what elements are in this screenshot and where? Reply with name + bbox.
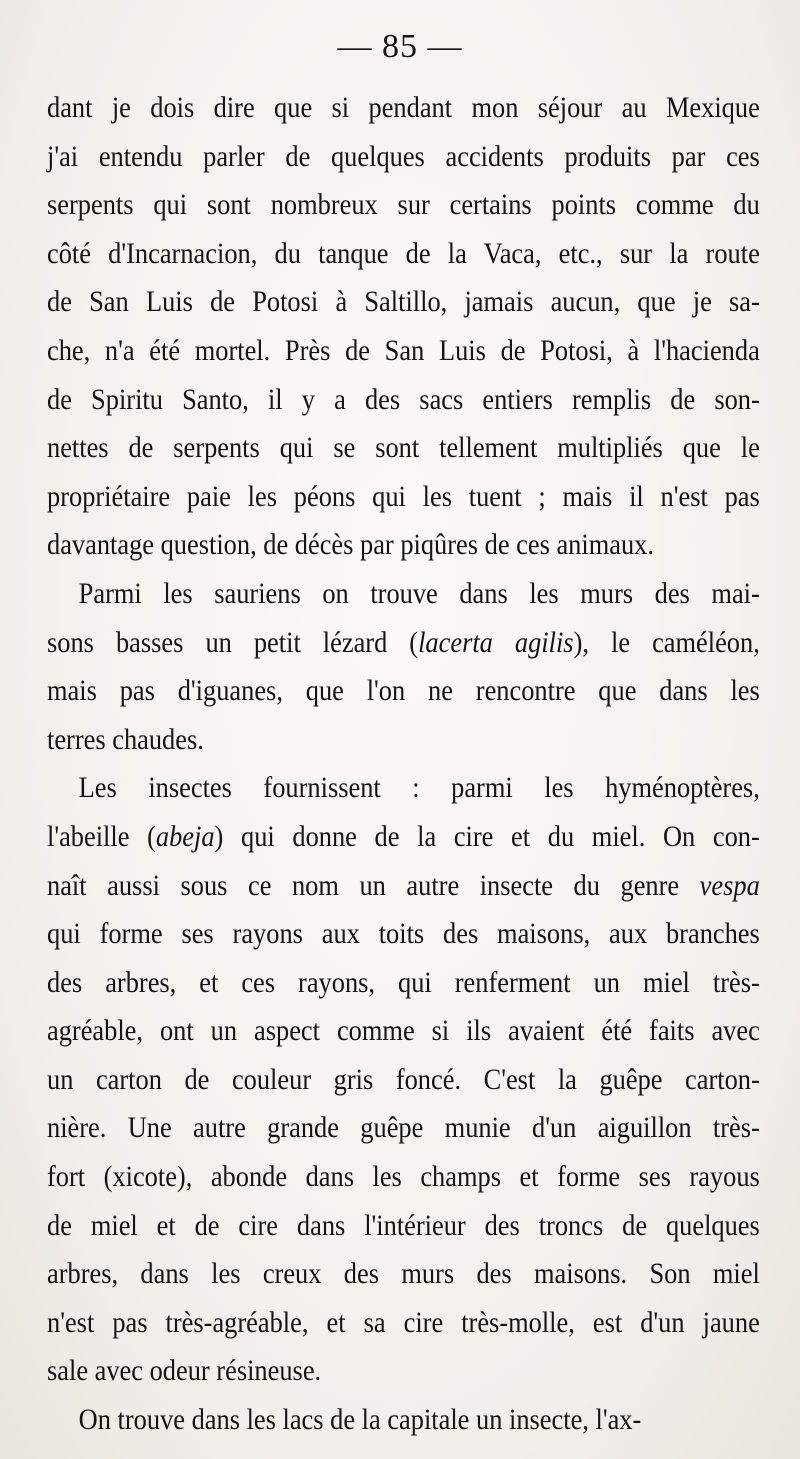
text-line [47, 716, 760, 765]
text-segment: sons basses un petit lézard ( [47, 625, 419, 659]
text-line [47, 1299, 760, 1348]
text-line [47, 1396, 760, 1445]
text-segment: agréable, ont un aspect comme si ils avaient été faits avec [47, 1014, 760, 1048]
text-segment: propriétaire paie les péons qui les tuent ; mais il n'est pas [47, 479, 760, 513]
text-line [47, 327, 760, 376]
text-line [47, 1347, 760, 1396]
text-segment: qui forme ses rayons aux toits des maisons, aux branches [47, 917, 760, 951]
text-segment: che, n'a été mortel. Près de San Luis de Potosi, à l'hacienda [47, 333, 760, 367]
italic-text: vespa [699, 868, 760, 902]
text-segment: de miel et de cire dans l'intérieur des troncs de quelques [47, 1208, 760, 1242]
text-segment: sale avec odeur résineuse. [47, 1354, 322, 1388]
text-segment: arbres, dans les creux des murs des maisons. Son miel [47, 1257, 760, 1291]
text-line [47, 862, 760, 911]
paragraph [47, 764, 760, 1396]
text-line [47, 619, 760, 668]
text-segment: un carton de couleur gris foncé. C'est la guêpe carton- [47, 1062, 760, 1096]
text-line [47, 910, 760, 959]
text-line [47, 1153, 760, 1202]
text-segment: ) qui donne de la cire et du miel. On con- [214, 819, 760, 853]
text-segment: serpents qui sont nombreux sur certains points comme du [47, 188, 760, 222]
text-segment: davantage question, de décès par piqûres de ces animaux. [47, 528, 654, 562]
text-segment: Les insectes fournissent : parmi les hyménoptères, [78, 771, 760, 805]
text-line [47, 667, 760, 716]
text-line [47, 959, 760, 1008]
text-line [47, 1202, 760, 1251]
paragraph [47, 1396, 760, 1445]
text-line [47, 424, 760, 473]
italic-text: abeja [155, 819, 215, 853]
text-line [47, 570, 760, 619]
paragraph [47, 570, 760, 764]
text-line [47, 473, 760, 522]
text-line [47, 230, 760, 279]
text-segment: des arbres, et ces rayons, qui renferment un miel très- [47, 965, 760, 999]
text-line [47, 133, 760, 182]
text-segment: n'est pas très-agréable, et sa cire très-molle, est d'un jaune [47, 1305, 760, 1339]
text-line [47, 1104, 760, 1153]
italic-text: lacerta agilis [418, 625, 574, 659]
body-text [47, 84, 760, 1445]
text-line [47, 521, 760, 570]
text-line [47, 376, 760, 425]
text-segment: terres chaudes. [47, 722, 204, 756]
text-line [47, 84, 760, 133]
text-segment: fort (xicote), abonde dans les champs et forme ses rayous [47, 1160, 760, 1194]
text-segment: mais pas d'iguanes, que l'on ne rencontre que dans les [47, 674, 760, 708]
text-segment: j'ai entendu parler de quelques accidents produits par ces [47, 139, 760, 173]
page-number: — 85 — [337, 28, 463, 65]
text-segment: nettes de serpents qui se sont tellement multipliés que le [47, 431, 760, 465]
text-line [47, 278, 760, 327]
text-line [47, 1056, 760, 1105]
text-segment: naît aussi sous ce nom un autre insecte du genre [47, 868, 700, 902]
text-segment: côté d'Incarnacion, du tanque de la Vaca, etc., sur la route [47, 236, 760, 270]
text-segment: Parmi les sauriens on trouve dans les murs des mai- [78, 576, 760, 610]
text-segment: ), le caméléon, [573, 625, 760, 659]
text-segment: de Spiritu Santo, il y a des sacs entiers remplis de son- [47, 382, 760, 416]
text-line [47, 764, 760, 813]
paragraph [47, 84, 760, 570]
text-segment: de San Luis de Potosi à Saltillo, jamais aucun, que je sa- [47, 285, 760, 319]
text-segment: dant je dois dire que si pendant mon séjour au Mexique [47, 91, 760, 124]
text-line [47, 1250, 760, 1299]
text-segment: On trouve dans les lacs de la capitale un insecte, l'ax- [78, 1403, 642, 1437]
text-line [47, 181, 760, 230]
text-line [47, 1007, 760, 1056]
text-segment: l'abeille ( [47, 819, 156, 853]
text-line [47, 813, 760, 862]
text-segment: nière. Une autre grande guêpe munie d'un aiguillon très- [47, 1111, 760, 1145]
